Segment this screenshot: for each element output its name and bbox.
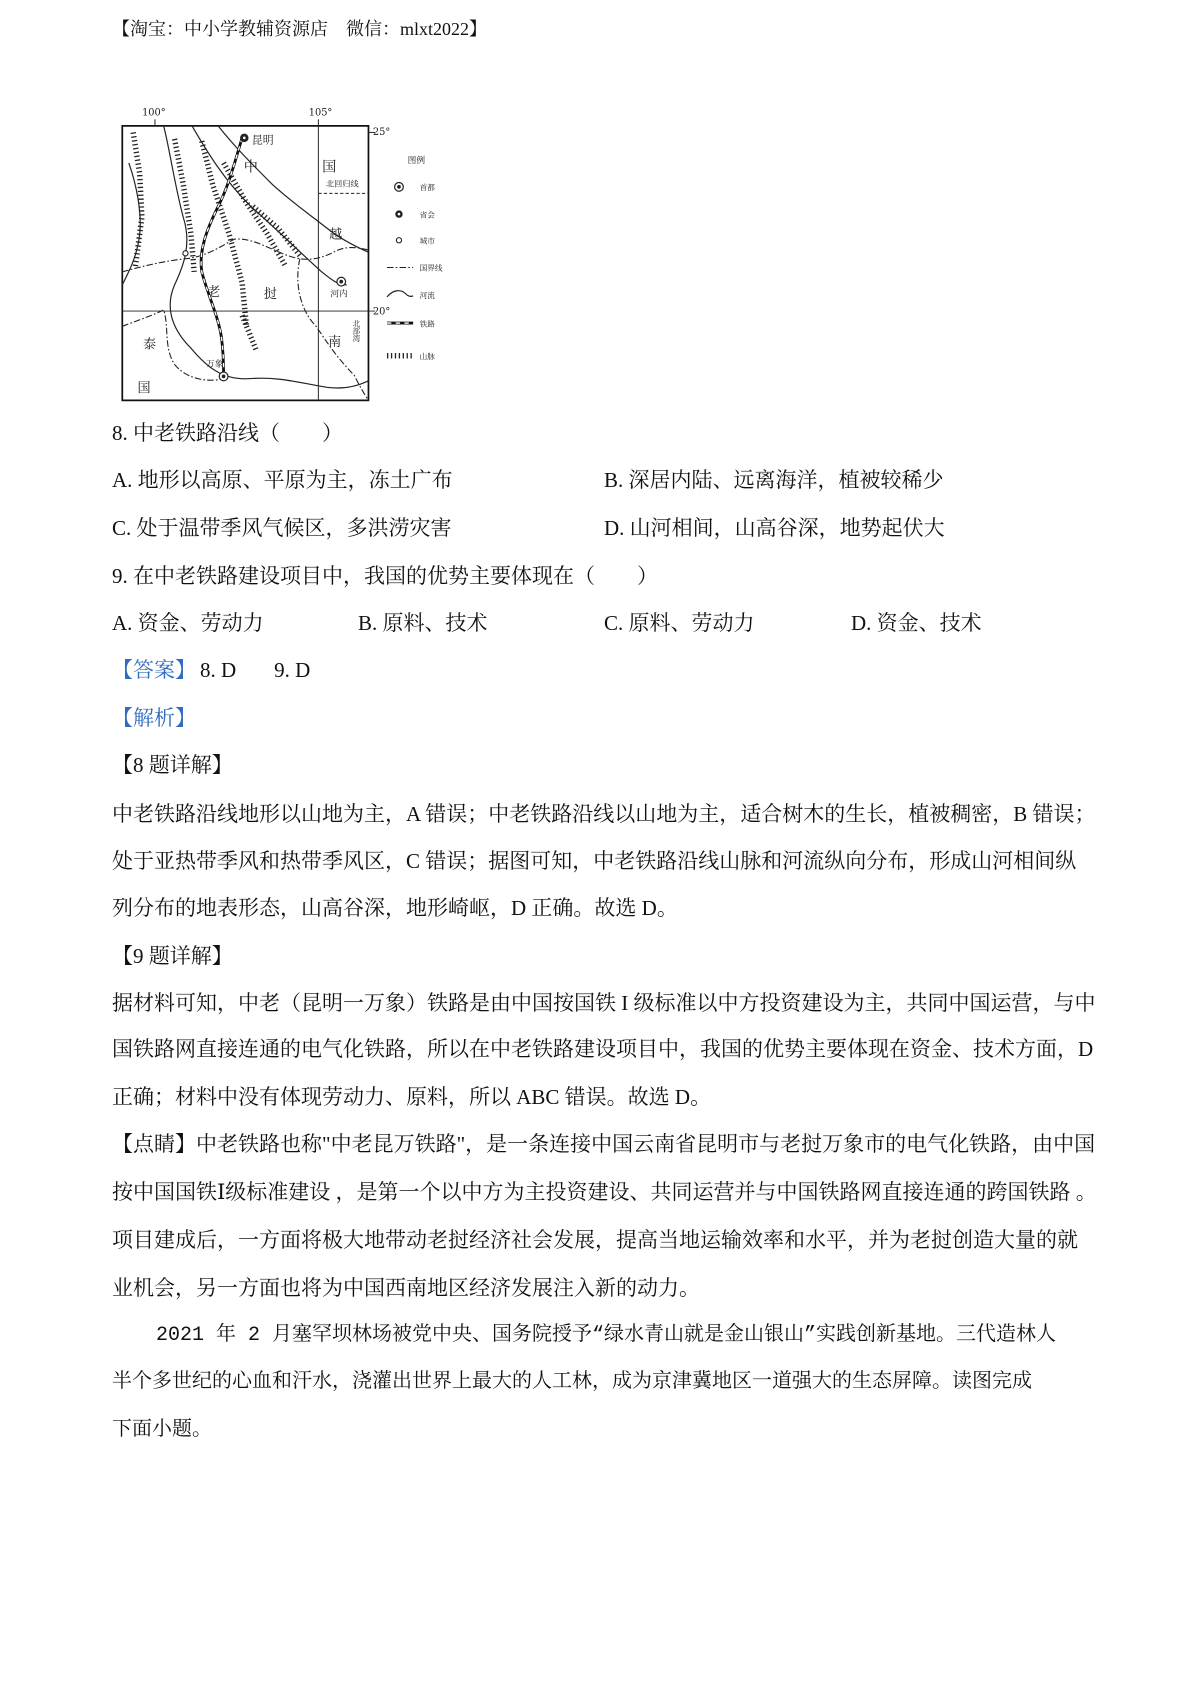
detail8-line: 处于亚热带季风和热带季风区，C 错误；据图可知，中老铁路沿线山脉和河流纵向分布，形成山河相间纵 xyxy=(112,849,1077,873)
city-symbol xyxy=(183,251,188,256)
q9-option-c: C. 原料、劳动力 xyxy=(604,611,755,635)
passage-line: 2021 年 2 月塞罕坝林场被党中央、国务院授予“绿水青山就是金山银山”实践创新基地。三代造林人 xyxy=(156,1324,1057,1347)
label-beibu-gulf: 北部湾 xyxy=(351,319,361,343)
tip-line: 按中国国铁Ⅰ级标准建设 ，是第一个以中方为主投资建设、共同运营并与中国铁路网直接连通的跨国铁路 。 xyxy=(112,1180,1097,1204)
label-tropic-of-cancer: 北回归线 xyxy=(326,178,359,189)
label-vietnam-1: 越 xyxy=(329,227,343,243)
tip-first-line xyxy=(112,1132,1095,1156)
capital-symbol xyxy=(337,277,346,286)
label-china-1: 中 xyxy=(243,159,258,176)
map-legend xyxy=(387,154,443,361)
detail8-line: 中老铁路沿线地形以山地为主，A 错误；中老铁路沿线以山地为主，适合树木的生长，植被稠密，B 错误； xyxy=(112,802,1096,826)
legend-city-icon xyxy=(396,238,401,243)
tip-label: 【点睛】 xyxy=(112,1132,196,1156)
q8-option-c: C. 处于温带季风气候区，多洪涝灾害 xyxy=(112,516,452,540)
label-lon-105: 105° xyxy=(308,107,333,119)
detail9-title: 【9 题详解】 xyxy=(112,944,233,968)
detail9-line: 据材料可知，中老（昆明一万象）铁路是由中国按国铁 I 级标准以中方投资建设为主，共同中国运营，与中 xyxy=(112,991,1096,1015)
label-lat-20: 20° xyxy=(372,306,391,318)
q8-option-a: A. 地形以高原、平原为主，冻土广布 xyxy=(112,468,453,492)
label-hanoi: 河内 xyxy=(330,289,348,300)
label-vietnam-2: 南 xyxy=(328,335,342,351)
capital-symbol xyxy=(219,372,228,381)
label-lat-25: 25° xyxy=(372,126,391,138)
legend-capital-label: 首都 xyxy=(419,183,435,193)
tip-line: 业机会，另一方面也将为中国西南地区经济发展注入新的动力。 xyxy=(112,1276,700,1300)
legend-mountain-label: 山脉 xyxy=(419,351,435,361)
tip-line: 中老铁路也称"中老昆万铁路"，是一条连接中国云南省昆明市与老挝万象市的电气化铁路，由中国 xyxy=(196,1132,1096,1156)
legend-capital-icon xyxy=(395,183,404,192)
label-vientiane: 万象 xyxy=(206,359,224,370)
q8-option-b: B. 深居内陆、远离海洋，植被较稀少 xyxy=(604,468,944,492)
legend-city-label: 城市 xyxy=(419,236,435,246)
label-kunming: 昆明 xyxy=(251,133,274,147)
legend-railway-label: 铁路 xyxy=(419,319,435,329)
q8-option-d: D. 山河相间，山高谷深，地势起伏大 xyxy=(604,516,945,540)
label-thailand-1: 泰 xyxy=(142,337,157,353)
q8-stem: 8. 中老铁路沿线（ ） xyxy=(112,421,343,445)
analysis-label: 【解析】 xyxy=(112,706,196,730)
q9-stem: 9. 在中老铁路建设项目中，我国的优势主要体现在（ ） xyxy=(112,564,658,588)
legend-provincial-capital-label: 省会 xyxy=(419,210,435,220)
label-laos-2: 挝 xyxy=(263,287,277,303)
legend-boundary-label: 国界线 xyxy=(419,263,443,273)
legend-river-label: 河流 xyxy=(419,290,435,300)
detail9-line: 国铁路网直接连通的电气化铁路，所以在中老铁路建设项目中，我国的优势主要体现在资金、技术方面，D xyxy=(112,1037,1094,1061)
laos-china-railway-map xyxy=(109,103,458,408)
legend-provincial-capital-icon xyxy=(395,210,402,217)
label-thailand-2: 国 xyxy=(137,380,151,396)
detail9-line: 正确；材料中没有体现劳动力、原料，所以 ABC 错误。故选 D。 xyxy=(112,1085,712,1109)
detail8-line: 列分布的地表形态，山高谷深，地形崎岖，D 正确。故选 D。 xyxy=(112,896,678,920)
answer-q8: 8. D xyxy=(200,658,237,682)
passage-line: 半个多世纪的心血和汗水，浇灌出世界上最大的人工林，成为京津冀地区一道强大的生态屏障。读图完成 xyxy=(112,1371,1032,1394)
answer-row xyxy=(112,658,310,682)
label-lon-100: 100° xyxy=(142,107,166,119)
legend-title: 图例 xyxy=(407,155,426,166)
legend-river-icon xyxy=(387,291,413,297)
passage-line: 下面小题。 xyxy=(112,1419,212,1442)
q9-option-a: A. 资金、劳动力 xyxy=(112,611,264,635)
q9-option-d: D. 资金、技术 xyxy=(851,611,982,635)
q9-option-b: B. 原料、技术 xyxy=(358,611,488,635)
label-china-2: 国 xyxy=(322,159,337,176)
provincial-capital-symbol xyxy=(241,134,248,141)
label-laos-1: 老 xyxy=(207,285,221,301)
tip-line: 项目建成后，一方面将极大地带动老挝经济社会发展，提高当地运输效率和水平，并为老挝创造大量的就 xyxy=(112,1228,1078,1252)
watermark-header: 【淘宝：中小学教辅资源店 微信：mlxt2022】 xyxy=(112,19,488,39)
answer-q9: 9. D xyxy=(274,658,311,682)
detail8-title: 【8 题详解】 xyxy=(112,753,233,777)
answer-label: 【答案】 xyxy=(112,658,196,682)
